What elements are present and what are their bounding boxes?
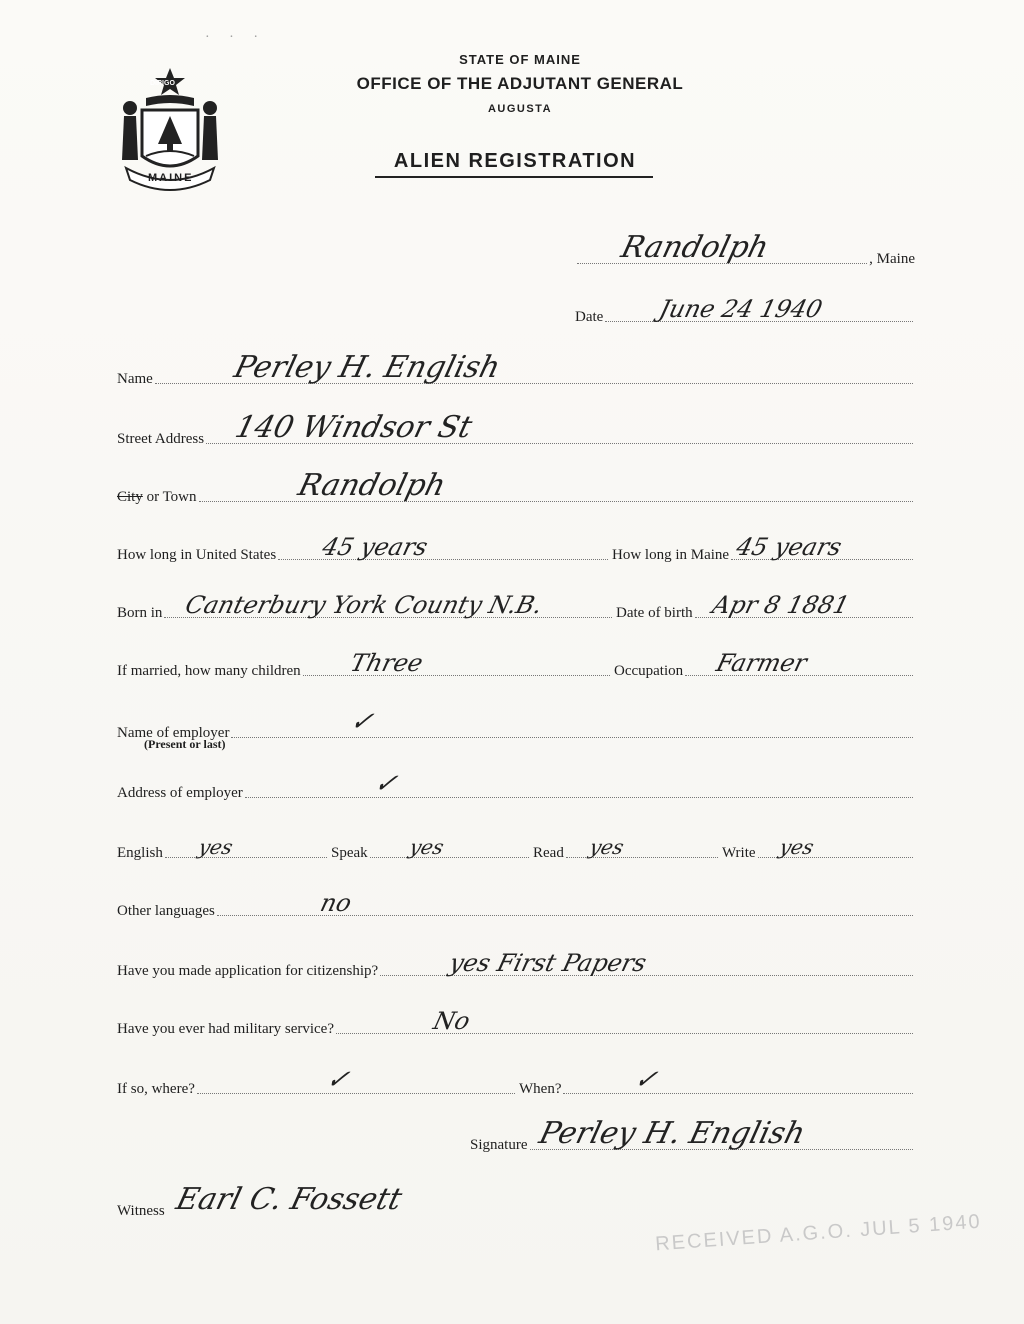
employer-address-label: Address of employer [117,785,243,801]
witness-row [117,1182,537,1220]
town-label: or Town [142,489,197,505]
citizenship-value[interactable]: yes First Papers [446,949,650,977]
how-long-us-row [117,533,610,564]
english-row [117,835,329,862]
employer-sublabel: (Present or last) [144,737,226,751]
born-in-label: Born in [117,605,163,621]
children-value[interactable]: Three [347,649,426,677]
form-title: ALIEN REGISTRATION [393,150,637,172]
when-row [519,1065,915,1098]
other-languages-row [117,889,915,920]
write-row [722,835,915,862]
born-in-row [117,591,614,622]
employer-row [117,707,915,742]
location-town-value[interactable]: Randolph [617,230,773,265]
employer-label: Name of employer [117,725,230,741]
street-row [117,410,915,448]
speak-row [331,835,531,862]
employer-value[interactable]: ✓ [347,707,378,737]
header-city: AUGUSTA [487,103,553,115]
where-row [117,1065,517,1098]
english-label: English [117,845,163,861]
date-of-birth-value[interactable]: Apr 8 1881 [709,591,852,619]
name-label: Name [117,371,153,387]
header-state: STATE OF MAINE [459,52,581,67]
write-value[interactable]: yes [776,835,816,859]
read-value[interactable]: yes [586,835,627,859]
occupation-value[interactable]: Farmer [713,649,810,677]
corner-marks: · · · [205,30,266,45]
employer-address-value[interactable]: ✓ [371,769,401,799]
how-long-maine-label: How long in Maine [612,547,730,563]
date-row [575,295,915,326]
when-label: When? [519,1081,562,1097]
signature-value[interactable]: Perley H. English [535,1116,809,1151]
citizenship-label: Have you made application for citizenship? [117,963,379,979]
write-label: Write [722,845,756,861]
date-of-birth-row [616,591,915,622]
date-of-birth-label: Date of birth [616,605,693,621]
employer-address-row [117,769,915,802]
other-languages-label: Other languages [117,903,215,919]
town-label-struck: City [117,489,143,505]
witness-value[interactable]: Earl C. Fossett [172,1182,406,1217]
military-value[interactable]: No [430,1007,473,1035]
how-long-us-label: How long in United States [117,547,277,563]
citizenship-row [117,949,915,980]
location-state-label: , Maine [869,251,915,267]
seal-motto: DIRIGO [150,80,175,87]
seal-label: MAINE [148,172,194,184]
other-languages-value[interactable]: no [317,889,355,917]
received-stamp: RECEIVED A.G.O. JUL 5 1940 [654,1210,983,1256]
children-row [117,649,612,680]
name-value[interactable]: Perley H. English [230,350,504,385]
town-value[interactable]: Randolph [294,468,449,503]
town-row [117,468,915,506]
read-label: Read [533,845,564,861]
how-long-maine-row [612,533,915,564]
date-label: Date [575,309,604,325]
signature-label: Signature [470,1137,528,1153]
name-row [117,350,915,388]
english-value[interactable]: yes [195,835,236,859]
occupation-label: Occupation [614,663,684,679]
children-label: If married, how many children [117,663,301,679]
where-value[interactable]: ✓ [323,1065,353,1095]
when-value[interactable]: ✓ [631,1065,662,1095]
title-underline [375,176,653,178]
occupation-row [614,649,915,680]
header-office: OFFICE OF THE ADJUTANT GENERAL [356,74,684,93]
how-long-maine-value[interactable]: 45 years [733,533,845,561]
military-row [117,1007,915,1038]
signature-row [470,1116,915,1154]
how-long-us-value[interactable]: 45 years [319,533,431,561]
speak-value[interactable]: yes [406,835,447,859]
read-row [533,835,720,862]
street-value[interactable]: 140 Windsor St [231,410,476,445]
speak-label: Speak [331,845,368,861]
location-row [575,230,915,268]
date-value[interactable]: June 24 1940 [656,295,826,323]
street-label: Street Address [117,431,205,447]
where-label: If so, where? [117,1081,195,1097]
military-label: Have you ever had military service? [117,1021,334,1037]
born-in-value[interactable]: Canterbury York County N.B. [182,591,546,619]
witness-label: Witness [117,1203,165,1219]
